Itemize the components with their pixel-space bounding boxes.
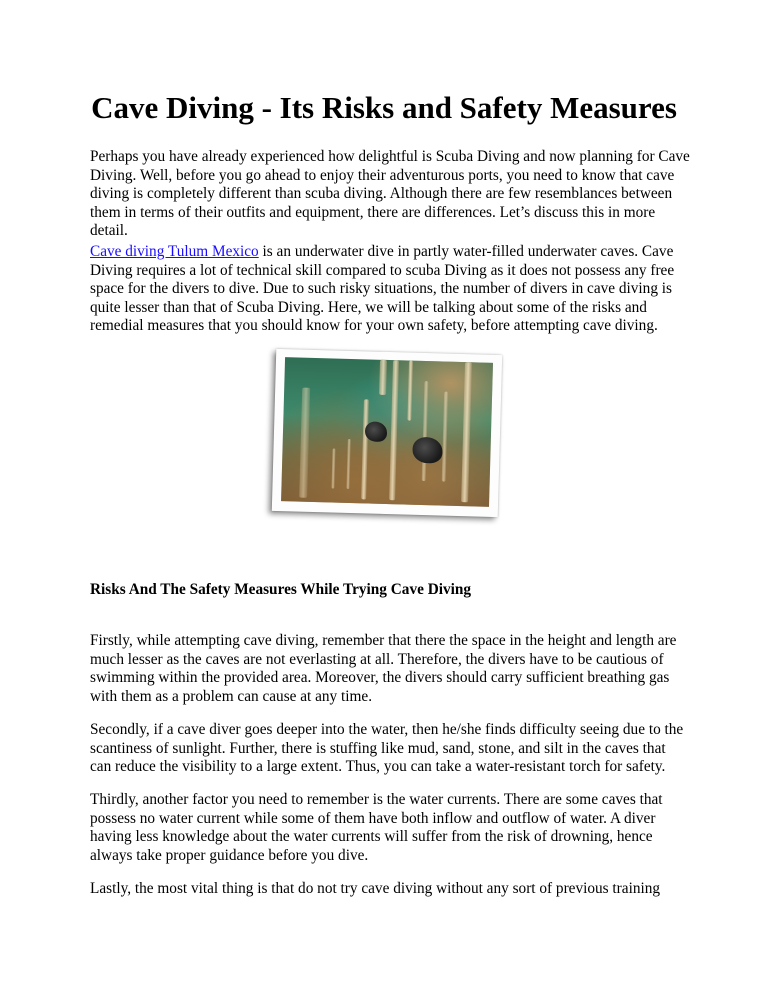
second-paragraph-text: is an underwater dive in partly water-filled underwater caves. Cave Diving requires a lot of technical skill compared to scuba Diving as it does not possess any free space for the divers to dive. Due to such risky situations, the number of divers in cave diving is quite lesser than that of Scuba Diving. Here, we will be talking about some of the risks and remedial measures that you should know for your own safety, before attempting cave diving. xyxy=(90,243,675,335)
intro-paragraph: Perhaps you have already experienced how delightful is Scuba Diving and now planning for Cave Diving. Well, before you go ahead to enjoy their adventurous ports, you need to know that cave diving is completely different than scuba diving. Although there are few resemblances between them in terms of their outfits and equipment, there are differences. Let’s discuss this in more detail. xyxy=(90,148,690,240)
diver-figure xyxy=(412,437,443,464)
section-paragraph: Lastly, the most vital thing is that do not try cave diving without any sort of previous training xyxy=(90,880,661,897)
section-paragraph: Thirdly, another factor you need to remember is the water currents. There are some caves that possess no water current while some of them have both inflow and outflow of water. A diver having less knowledge about the water currents will suffer from the risk of drowning, hence always take proper guidance before you dive. xyxy=(90,791,663,864)
cave-diving-tulum-link[interactable]: Cave diving Tulum Mexico xyxy=(90,243,259,260)
section-paragraph: Secondly, if a cave diver goes deeper into the water, then he/she finds difficulty seeing due to the scantiness of sunlight. Further, there is stuffing like mud, sand, stone, and silt in the caves that can reduce the visibility to a large extent. Thus, you can take a water-resistant torch for safety. xyxy=(90,721,684,776)
section-paragraph: Firstly, while attempting cave diving, remember that there the space in the height and length are much lesser as the caves are not everlasting at all. Therefore, the divers have to be cautious of swimming within the provided area. Moreover, the divers should carry sufficient breathing gas with them as a problem can cause at any time. xyxy=(90,632,677,705)
cave-diving-photo xyxy=(281,357,493,507)
page-title: Cave Diving - Its Risks and Safety Measures xyxy=(91,90,677,125)
cave-diving-photo-frame xyxy=(272,349,502,517)
section-heading: Risks And The Safety Measures While Trying Cave Diving xyxy=(90,581,472,598)
second-paragraph xyxy=(90,243,690,336)
diver-figure xyxy=(365,421,388,442)
